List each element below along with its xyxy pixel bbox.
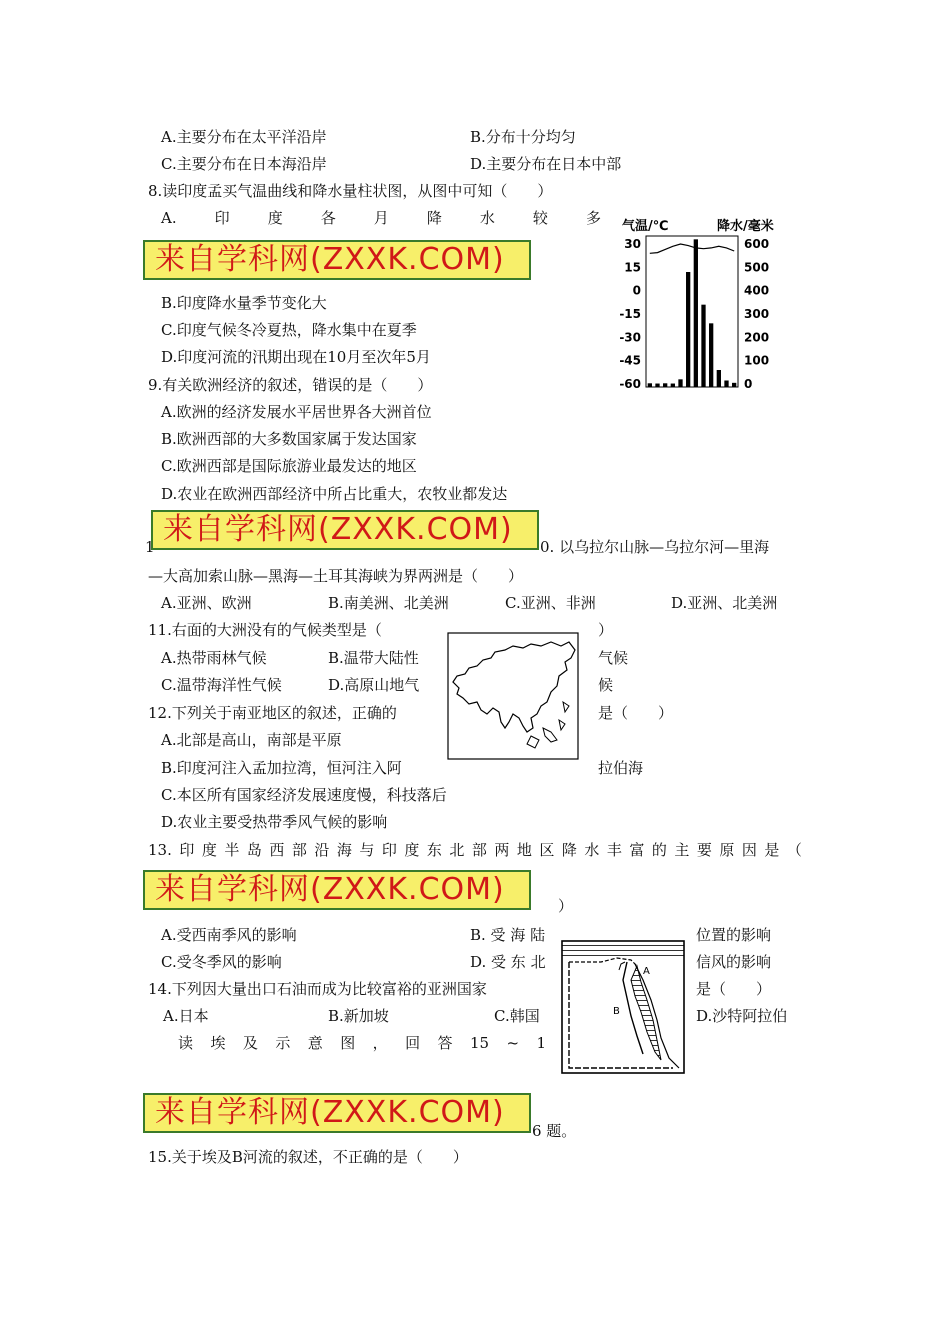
- precipitation-bar: [648, 383, 652, 387]
- q10-stem-right: 0. 以乌拉尔山脉—乌拉尔河—里海: [540, 538, 770, 556]
- watermark: 来自学科网(ZXXK.COM): [143, 870, 531, 910]
- egypt-instruction-char: 及: [242, 1034, 258, 1052]
- q13-stem-char: 两: [494, 841, 510, 859]
- q13-stem-char: 因: [741, 841, 757, 859]
- q13-stem-char: 部: [291, 841, 307, 859]
- left-tick-label: 30: [624, 237, 641, 251]
- q12-option-a: A.北部是高山，南部是平原: [161, 731, 342, 749]
- q11-stem-left: 11.右面的大洲没有的气候类型是（: [148, 621, 382, 639]
- q13-stem-char: 要: [696, 841, 712, 859]
- q11-option-d: D.高原山地气: [328, 676, 420, 694]
- q8-stem: 8.读印度孟买气温曲线和降水量柱状图，从图中可知（ ）: [148, 182, 553, 200]
- precipitation-bar: [671, 384, 675, 387]
- q12-option-b-cont: 拉伯海: [598, 759, 644, 777]
- egypt-instruction-char: 图: [340, 1034, 356, 1052]
- q13-stem-char: 印: [179, 841, 195, 859]
- precipitation-bar: [694, 239, 698, 387]
- q13-stem-char: 主: [674, 841, 690, 859]
- q13-stem-char: 沿: [314, 841, 330, 859]
- q13-stem-char: 丰: [606, 841, 622, 859]
- q9-option-d: D.农业在欧洲西部经济中所占比重大，农牧业都发达: [161, 485, 508, 503]
- q13-stem-char: 富: [629, 841, 645, 859]
- q13-stem-char: 地: [516, 841, 532, 859]
- right-tick-label: 500: [744, 260, 770, 275]
- q15-stem: 15.关于埃及B河流的叙述，不正确的是（ ）: [148, 1148, 468, 1166]
- q13-stem-char: 原: [719, 841, 735, 859]
- precipitation-bar: [655, 384, 659, 387]
- q11-stem-right: ）: [598, 621, 614, 639]
- egypt-map: [561, 940, 685, 1074]
- egypt-instruction-char: 答: [437, 1034, 453, 1052]
- egypt-instruction-char: 示: [275, 1034, 291, 1052]
- watermark: 来自学科网(ZXXK.COM): [143, 1093, 531, 1133]
- q13-stem-char: 降: [561, 841, 577, 859]
- q10-option-a: A.亚洲、欧洲: [161, 594, 252, 612]
- egypt-instruction: [178, 1033, 546, 1053]
- asia-map: [447, 632, 579, 760]
- q13-stem-char: 13.: [148, 841, 172, 859]
- precipitation-bar: [724, 381, 728, 388]
- q13-stem-char: 印: [381, 841, 397, 859]
- egypt-instruction-char: 读: [178, 1034, 194, 1052]
- q14-option-b: B.新加坡: [328, 1007, 389, 1025]
- egypt-instruction-char: 意: [307, 1034, 323, 1052]
- precipitation-bar: [663, 383, 667, 387]
- q11-option-d-cont: 候: [598, 676, 614, 694]
- left-tick-label: -15: [619, 307, 641, 321]
- q13-option-b-cont: 位置的影响: [696, 926, 772, 944]
- q12-option-b: B.印度河注入孟加拉湾，恒河注入阿: [161, 759, 402, 777]
- q13-stem-char: 海: [336, 841, 352, 859]
- q12-option-d: D.农业主要受热带季风气候的影响: [161, 813, 388, 831]
- egypt-instruction-char: ~: [506, 1034, 520, 1052]
- q12-stem-right: 是（ ）: [598, 704, 674, 722]
- precipitation-bar: [686, 272, 690, 387]
- q13-stem-close: ）: [558, 897, 574, 915]
- q11-option-a: A.热带雨林气候: [161, 649, 267, 667]
- right-tick-label: 300: [744, 307, 770, 321]
- q8-option-b: B.印度降水量季节变化大: [161, 294, 327, 312]
- q10-stem-2: —大高加索山脉—黑海—土耳其海峡为界两洲是（ ）: [148, 567, 524, 585]
- q14-option-a: A.日本: [163, 1007, 209, 1025]
- left-tick-label: 0: [632, 283, 641, 298]
- q7-option-a: A.主要分布在太平洋沿岸: [161, 128, 327, 146]
- temperature-line: [650, 244, 734, 253]
- q13-stem-char: 岛: [246, 841, 262, 859]
- right-tick-label: 200: [744, 330, 770, 345]
- q13-stem-char: 西: [269, 841, 285, 859]
- q8-option-c: C.印度气候冬冷夏热，降水集中在夏季: [161, 321, 417, 339]
- q9-option-c: C.欧洲西部是国际旅游业最发达的地区: [161, 457, 417, 475]
- egypt-instruction-char: 15: [469, 1034, 490, 1052]
- precipitation-bar: [701, 305, 705, 387]
- right-tick-label: 600: [744, 237, 770, 251]
- q13-stem-char: 半: [224, 841, 240, 859]
- q9-option-b: B.欧洲西部的大多数国家属于发达国家: [161, 430, 417, 448]
- q14-option-c: C.韩国: [494, 1007, 540, 1025]
- q14-stem: 14.下列因大量出口石油而成为比较富裕的亚洲国家: [148, 980, 487, 998]
- egypt-instruction-char: 1: [536, 1034, 546, 1052]
- precipitation-bar: [717, 370, 721, 387]
- q13-stem-char: 是: [764, 841, 780, 859]
- q13-option-d: D. 受 东 北: [470, 953, 546, 971]
- q13-stem-char: 的: [651, 841, 667, 859]
- q13-stem-char: 部: [471, 841, 487, 859]
- left-tick-label: -60: [619, 377, 641, 391]
- watermark: 来自学科网(ZXXK.COM): [143, 240, 531, 280]
- left-axis-label: 气温/℃: [622, 219, 669, 234]
- q13-stem-char: （: [786, 841, 802, 859]
- q11-option-b-cont: 气候: [598, 649, 629, 667]
- plot-frame: [646, 236, 738, 387]
- q13-option-d-cont: 信风的影响: [696, 953, 772, 971]
- q13-stem-char: 北: [449, 841, 465, 859]
- q14-stem-right: 是（ ）: [696, 980, 772, 998]
- q11-option-c: C.温带海洋性气候: [161, 676, 282, 694]
- q10-option-c: C.亚洲、非洲: [505, 594, 596, 612]
- q13-option-b: B. 受 海 陆: [470, 926, 546, 944]
- q13-stem-char: 度: [201, 841, 217, 859]
- climate-chart: [612, 212, 792, 394]
- precipitation-bar: [732, 383, 736, 387]
- q7-option-d: D.主要分布在日本中部: [470, 155, 622, 173]
- right-tick-label: 400: [744, 283, 770, 298]
- q13-option-a: A.受西南季风的影响: [161, 926, 297, 944]
- q7-option-c: C.主要分布在日本海沿岸: [161, 155, 327, 173]
- watermark: 来自学科网(ZXXK.COM): [151, 510, 539, 550]
- left-tick-label: -30: [619, 330, 641, 345]
- q14-option-d: D.沙特阿拉伯: [696, 1007, 788, 1025]
- egypt-instruction-char: 埃: [210, 1034, 226, 1052]
- q10-option-d: D.亚洲、北美洲: [671, 594, 778, 612]
- q13-option-c: C.受冬季风的影响: [161, 953, 282, 971]
- egypt-instruction-tail: 6 题。: [532, 1122, 577, 1140]
- q13-stem-char: 度: [404, 841, 420, 859]
- q12-option-c: C.本区所有国家经济发展速度慢，科技落后: [161, 786, 447, 804]
- q10-stem-left: 1: [145, 538, 155, 556]
- egypt-label-b: B: [613, 1006, 620, 1017]
- q8-option-a: A. 印 度 各 月 降 水 较 多: [161, 209, 601, 227]
- q10-option-b: B.南美洲、北美洲: [328, 594, 449, 612]
- left-tick-label: 15: [624, 260, 641, 275]
- egypt-label-a: A: [643, 966, 650, 977]
- q11-option-b: B.温带大陆性: [328, 649, 419, 667]
- q13-stem: [148, 840, 802, 860]
- right-axis-label: 降水/毫米: [717, 219, 774, 234]
- right-tick-label: 0: [744, 377, 753, 391]
- left-tick-label: -45: [619, 353, 641, 368]
- q13-stem-char: 水: [584, 841, 600, 859]
- q9-stem: 9.有关欧洲经济的叙述，错误的是（ ）: [148, 376, 433, 394]
- q9-option-a: A.欧洲的经济发展水平居世界各大洲首位: [161, 403, 432, 421]
- q8-option-d: D.印度河流的汛期出现在10月至次年5月: [161, 348, 431, 366]
- q12-stem-left: 12.下列关于南亚地区的叙述，正确的: [148, 704, 397, 722]
- right-tick-label: 100: [744, 353, 770, 368]
- q13-stem-char: 与: [359, 841, 375, 859]
- q13-stem-char: 区: [539, 841, 555, 859]
- q13-stem-char: 东: [426, 841, 442, 859]
- q7-option-b: B.分布十分均匀: [470, 128, 576, 146]
- precipitation-bar: [709, 323, 713, 387]
- precipitation-bar: [678, 379, 682, 387]
- egypt-instruction-char: 回: [405, 1034, 421, 1052]
- egypt-instruction-char: ，: [372, 1034, 388, 1052]
